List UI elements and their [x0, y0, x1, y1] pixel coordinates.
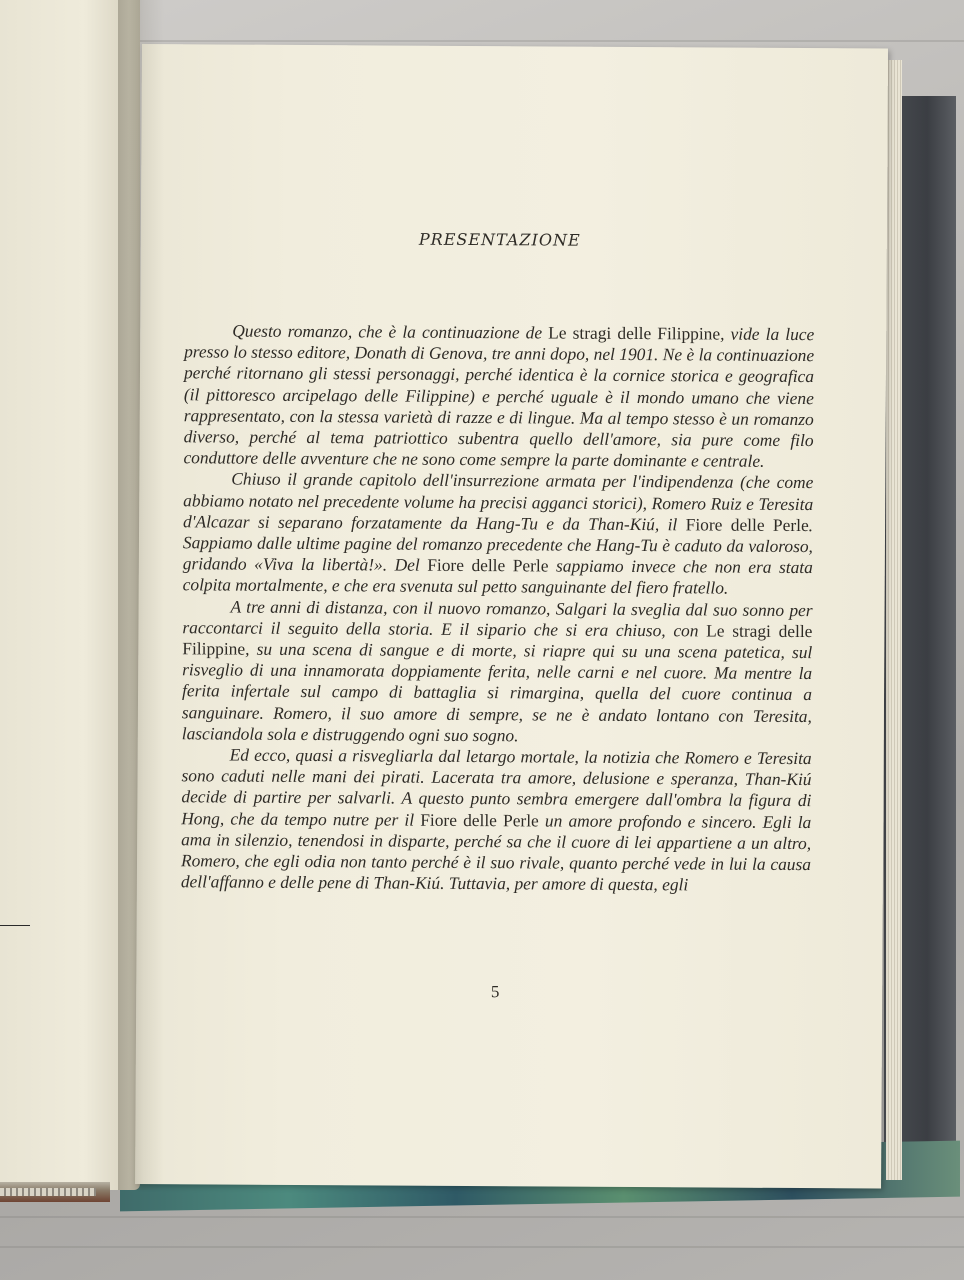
paragraph-4: Ed ecco, quasi a risvegliarla dal letargo mortale, la notizia che Romero e Teresita sono caduti nelle mani dei pirati. Lacerata tra amore, delusione e speranza, Than-Kiú decide di partire per salvarli. A questo punto sembra emergere dall'ombra la figura di Hong, che da tempo nutre per il Fiore delle Perle un amore profondo e sincero. Egli la ama in silenzio, tenendosi in disparte, perché sa che il cuore di lei appartiene a un altro, Romero, che egli odia non tanto perché è il suo rivale, quanto perché vede in lui la causa dell'affanno e delle pene di Than-Kiú. Tuttavia, per amore di questa, egli: [180, 744, 812, 895]
left-page-rule: [0, 925, 30, 926]
page-title: PRESENTAZIONE: [418, 229, 581, 250]
paragraph-2: Chiuso il grande capitolo dell'insurrezione armata per l'indipendenza (che come abbiamo notato nel precedente volume ha precisi agganci storici), Romero Ruiz e Teresita d'Alcazar si separano forzatamente da Hang-Tu e da Than-Kiú, il Fiore delle Perle. Sappiamo dalle ultime pagine del romanzo precedente che Hang-Tu è caduto da valoroso, gridando «Viva la libertà!». Del Fiore delle Perle sappiamo invece che non era stata colpita mortalmente, e che era svenuta sul petto sanguinante del fiero fratello.: [182, 468, 814, 599]
right-page: [135, 44, 888, 1189]
book-title-ref: Le stragi delle Filippine: [182, 620, 813, 659]
paragraph-1: Questo romanzo, che è la continuazione de Le stragi delle Filippine, vide la luce presso lo stesso editore, Donath di Genova, tre anni dopo, nel 1901. Ne è la continuazione perché ritornano gli stessi personaggi, perché identica è la cornice storica e geografica (il pittoresco arcipelago delle Filippine) e perché uguale è il mondo umano che viene rappresentato, con la stessa varietà di razze e di lingue. Ma al tempo stesso è un romanzo diverso, perché al tema patriottico subentra quello dell'amore, sia pure come filo conduttore delle avventure che ne sono come sempre la parte dominante e centrale.: [183, 320, 815, 472]
paragraph-3: A tre anni di distanza, con il nuovo romanzo, Salgari la sveglia dal suo sonno per raccontarci il seguito della storia. E il sipario che si era chiuso, con Le stragi delle Filippine, su una scena di sangue e di morte, si riapre qui su una scena patetica, sul risveglio di una innamorata doppiamente ferita, nelle carni e nel cuore. Ma mentre la ferita infertale sul campo di battaglia si rimargina, quella del cuore continua a sanguinare. Romero, il suo amore di sempre, se ne è andato lontano con Teresita, lasciandola sola e distruggendo ogni suo sogno.: [181, 596, 813, 746]
floor-streak: [0, 1216, 964, 1218]
character-name-ref: Fiore delle Perle: [420, 809, 539, 831]
page-stack-edge: [886, 60, 902, 1180]
spine-headband: [0, 1188, 96, 1196]
book-title-ref: Le stragi delle Filippine: [548, 322, 721, 344]
character-name-ref: Fiore delle Perle: [427, 554, 549, 576]
page-content: [180, 44, 816, 1002]
gutter-shadow: [118, 0, 164, 1190]
body-text: [181, 320, 814, 896]
character-name-ref: Fiore delle Perle: [685, 514, 809, 535]
floor-streak: [0, 1246, 964, 1248]
page-number: 5: [490, 982, 500, 1002]
